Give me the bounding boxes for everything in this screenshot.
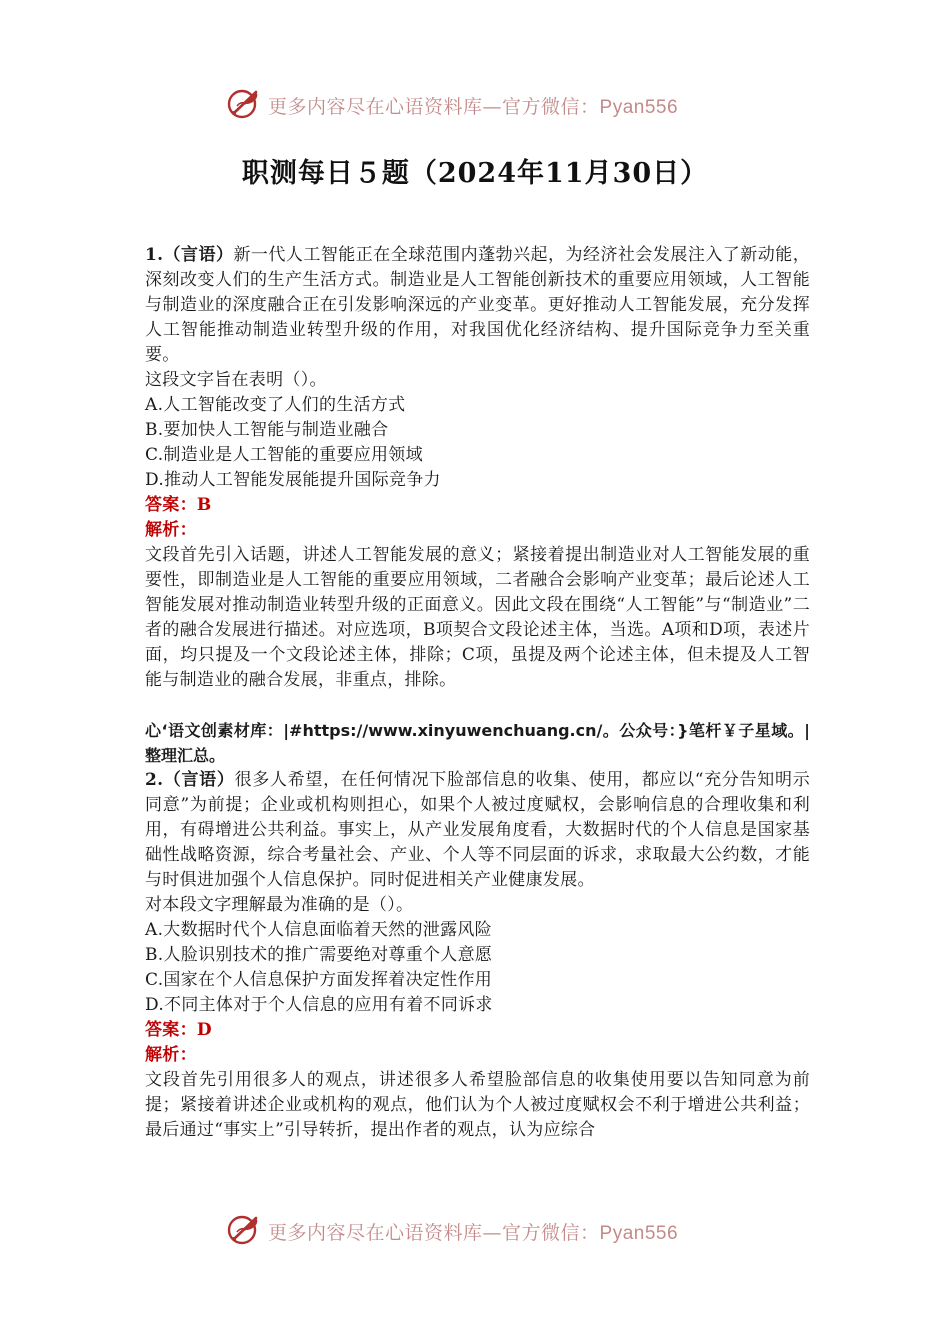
quill-logo-icon — [226, 1212, 262, 1248]
q2-analysis-label: 解析： — [145, 1045, 197, 1065]
banner-slogan: 更多内容尽在心语资料库—官方微信： — [268, 96, 600, 118]
q2-question: 对本段文字理解最为准确的是（）。 — [145, 895, 414, 915]
q1-option-b: B.要加快人工智能与制造业融合 — [145, 420, 389, 440]
banner-text — [268, 1218, 678, 1245]
q2-option-d: D.不同主体对于个人信息的应用有着不同诉求 — [145, 995, 493, 1015]
q2-option-a: A.大数据时代个人信息面临着天然的泄露风险 — [145, 920, 492, 940]
q2-stem — [145, 768, 810, 893]
q2-answer: 答案：D — [145, 1020, 212, 1040]
spacer — [145, 693, 810, 718]
q1-number: 1.（言语） — [145, 245, 234, 265]
q1-stem — [145, 243, 810, 368]
q2-number: 2.（言语） — [145, 770, 235, 790]
q1-option-c: C.制造业是人工智能的重要应用领域 — [145, 445, 423, 465]
q1-stem-text: 新一代人工智能正在全球范围内蓬勃兴起，为经济社会发展注入了新动能，深刻改变人们的生产生活方式。制造业是人工智能创新技术的重要应用领域，人工智能与制造业的深度融合正在引发影响深远的产业变革。更好推动人工智能发展，充分发挥人工智能推动制造业转型升级的作用，对我国优化经济结构、提升国际竞争力至关重要。 — [145, 245, 810, 365]
q2-analysis: 文段首先引用很多人的观点，讲述很多人希望脸部信息的收集使用要以告知同意为前提；紧接着讲述企业或机构的观点，他们认为个人被过度赋权会不利于增进公共利益；最后通过“事实上”引导转折，提出作者的观点，认为应综合 — [145, 1070, 810, 1140]
q2-option-c: C.国家在个人信息保护方面发挥着决定性作用 — [145, 970, 493, 990]
header-banner — [0, 84, 950, 124]
q1-option-d: D.推动人工智能发展能提升国际竞争力 — [145, 470, 441, 490]
banner-text — [268, 92, 678, 119]
banner-account: Pyan556 — [599, 1223, 679, 1244]
banner-account: Pyan556 — [599, 97, 679, 118]
q1-option-a: A.人工智能改变了人们的生活方式 — [145, 395, 406, 415]
q2-stem-text: 很多人希望，在任何情况下脸部信息的收集、使用，都应以“充分告知明示同意”为前提；企业或机构则担心，如果个人被过度赋权，会影响信息的合理收集和利用，有碍增进公共利益。事实上，从产业发展角度看，大数据时代的个人信息是国家基础性战略资源，综合考量社会、产业、个人等不同层面的诉求，求取最大公约数，才能与时俱进加强个人信息保护。同时促进相关产业健康发展。 — [145, 770, 811, 890]
q1-question: 这段文字旨在表明（）。 — [145, 370, 327, 390]
footer-banner — [0, 1210, 950, 1250]
document-body — [145, 243, 810, 1143]
quill-logo-icon — [226, 86, 262, 122]
q1-analysis-label: 解析： — [145, 520, 197, 540]
banner-slogan: 更多内容尽在心语资料库—官方微信： — [268, 1222, 600, 1244]
q1-answer: 答案：B — [145, 495, 212, 515]
page-title: 职测每日５题（2024年11月30日） — [241, 158, 709, 189]
watermark-line: 心‘语文创素材库：|#https://www.xinyuwenchuang.cn/。公众号：}笔杆￥子星域。|整理汇总。 — [145, 721, 810, 765]
q2-option-b: B.人脸识别技术的推广需要绝对尊重个人意愿 — [145, 945, 493, 965]
q1-analysis: 文段首先引入话题，讲述人工智能发展的意义；紧接着提出制造业对人工智能发展的重要性，即制造业是人工智能的重要应用领域，二者融合会影响产业变革；最后论述人工智能发展对推动制造业转型升级的正面意义。因此文段在围绕“人工智能”与“制造业”二者的融合发展进行描述。对应选项，B项契合文段论述主体，当选。A项和D项，表述片面，均只提及一个文段论述主体，排除；C项，虽提及两个论述主体，但未提及人工智能与制造业的融合发展，非重点，排除。 — [145, 545, 810, 690]
